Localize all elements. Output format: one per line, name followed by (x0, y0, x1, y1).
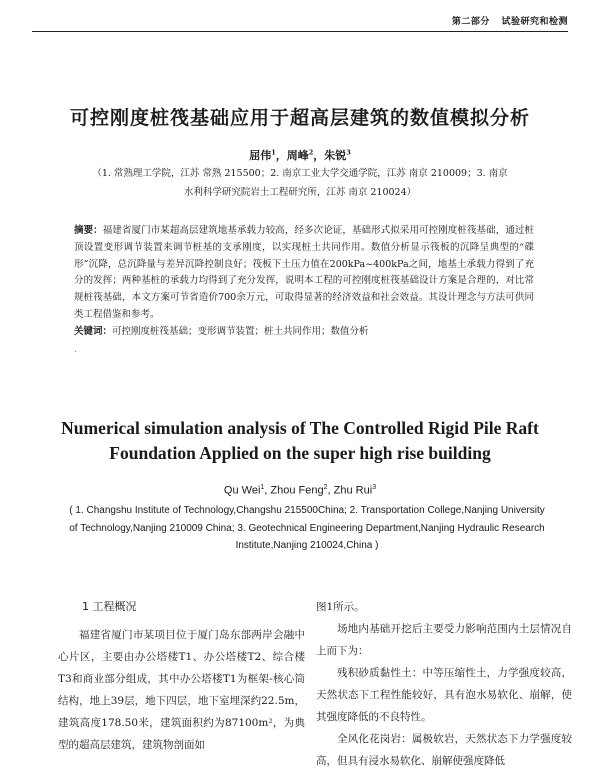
abstract-text: 福建省厦门市某超高层建筑地基承载力较高，经多次论证，基础形式拟采用可控刚度桩筏基础，通过桩顶设置变形调节装置来调节桩基的支承刚度，以实现桩土共同作用。数值分析显示筏板的沉降呈典型的“碟形”沉降，总沉降量与差异沉降控制良好；筏板下土压力值在200kPa~400kPa之间，地基土承载力得到了充分的发挥；两种基桩的承载力均得到了充分发挥，说明本工程的可控刚度桩筏基础设计方案是合理的，对比常规桩筏基础，本文方案可节省造价700余万元，可取得显著的经济效益和社会效益。其设计理念与方法可供同类工程借鉴和参考。 (74, 225, 534, 320)
running-header (444, 14, 568, 27)
header-rule (32, 31, 568, 32)
author-1-en-sup: 1 (260, 484, 265, 491)
author-2-en-sup: 2 (323, 484, 328, 491)
affil-en-line2: of Technology,Nanjing 210009 China; 3. Geotechnical Engineering Department,Nanjing Hydraulic Research (69, 522, 545, 534)
chinese-abstract (74, 223, 534, 324)
english-authors: Qu Wei$^1$, Zhou Feng$^2$, Zhu Rui$^3$ (223, 484, 377, 497)
english-affiliations (58, 502, 556, 555)
keywords-label: 关键词： (74, 326, 113, 337)
right-col-p2: 场地内基础开挖后主要受力影响范围内土层情况自上而下为： (316, 623, 572, 657)
abstract-label: 摘要： (74, 225, 103, 236)
right-col-p1: 图1所示。 (316, 601, 365, 613)
header-section: 试验研究和检测 (501, 17, 568, 27)
scan-mark: · (74, 347, 78, 358)
chinese-affiliations (40, 164, 560, 202)
affil-en-line3: Institute,Nanjing 210024,China ) (235, 540, 379, 551)
right-column (316, 596, 572, 772)
author-2-sup: 2 (308, 148, 314, 157)
author-3-en-sup: 3 (372, 484, 377, 491)
author-2-en: Zhou Feng (270, 484, 324, 497)
section-1-body: 福建省厦门市某项目位于厦门岛东部两岸会融中心片区，主要由办公塔楼T1、办公塔楼T2、综合楼T3和商业部分组成，其中办公塔楼T1为框架-核心筒结构，地上39层，地下四层，地下室埋深约22.5m，建筑高度178.50米，建筑面积约为87100m²，为典型的超高层建筑，建筑物剖面如 (58, 629, 305, 751)
header-part: 第二部分 (451, 17, 490, 27)
chinese-title: 可控刚度桩筏基础应用于超高层建筑的数值模拟分析 (69, 107, 530, 129)
english-title-line2: Foundation Applied on the super high rise building (109, 443, 491, 463)
right-col-p4: 全风化花岗岩：属极软岩，天然状态下力学强度较高，但具有浸水易软化、崩解使强度降低 (316, 733, 572, 767)
english-title (40, 416, 560, 466)
chinese-authors: 屈伟$^1$，周峰$^2$，朱锐$^3$ (249, 148, 351, 162)
right-col-p3: 残积砂质黏性土：中等压缩性土，力学强度较高，天然状态下工程性能较好，具有泡水易软化、崩解，使其强度降低的不良特性。 (316, 667, 572, 723)
affil-zh-line1: （1. 常熟理工学院，江苏 常熟 215500；2. 南京工业大学交通学院，江苏 南京 210009；3. 南京 (92, 168, 508, 179)
english-title-line1: Numerical simulation analysis of The Controlled Rigid Pile Raft (61, 418, 539, 438)
author-3-zh: 朱锐 (324, 149, 347, 162)
keywords-text: 可控刚度桩筏基础；变形调节装置；桩土共同作用；数值分析 (112, 326, 369, 337)
left-column (58, 596, 305, 756)
affil-en-line1: ( 1. Changshu Institute of Technology,Changshu 215500China; 2. Transportation College,Nanjing University (69, 505, 545, 516)
author-1-zh: 屈伟 (249, 149, 272, 162)
author-1-en: Qu Wei (223, 484, 261, 497)
chinese-keywords (74, 324, 534, 340)
author-3-sup: 3 (346, 148, 351, 157)
affil-zh-line2: 水利科学研究院岩土工程研究所，江苏 南京 210024） (183, 187, 417, 198)
author-3-en: Zhu Rui (333, 484, 373, 497)
author-2-zh: 周峰 (286, 149, 309, 162)
author-1-sup: 1 (271, 148, 276, 157)
section-1-heading: 1 工程概况 (82, 600, 137, 613)
